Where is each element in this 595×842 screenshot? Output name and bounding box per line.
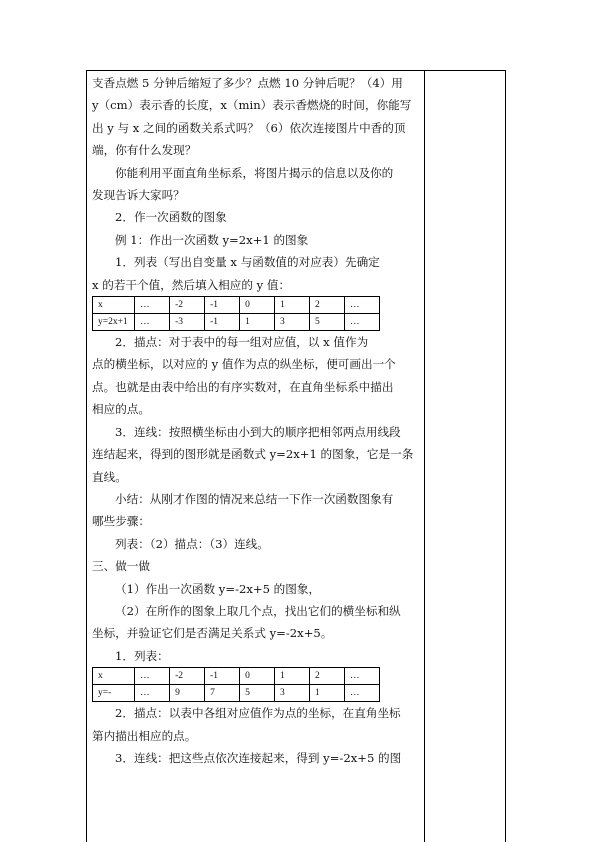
table-cell: 1 (275, 297, 310, 314)
table-cell: … (344, 668, 379, 685)
text-line: 坐标，并验证它们是否满足关系式 y=-2x+5。 (92, 626, 333, 641)
table-row (93, 297, 380, 314)
text-line: 1．列表（写出自变量 x 与函数值的对应表）先确定 (115, 255, 380, 270)
section-heading: 三、做一做 (92, 559, 150, 574)
text-line: 你能利用平面直角坐标系，将图片揭示的信息以及你的 (115, 165, 394, 180)
table-cell: 7 (205, 685, 240, 702)
table-cell: … (344, 685, 379, 702)
table-cell: … (135, 314, 170, 331)
table-cell: -1 (205, 297, 240, 314)
table-cell: -1 (205, 668, 240, 685)
text-line: 出 y 与 x 之间的函数关系式吗？（6）依次连接图片中香的顶 (92, 120, 406, 135)
table-cell: … (135, 668, 170, 685)
text-line: （2）在所作的图象上取几个点，找出它们的横坐标和纵 (115, 603, 401, 618)
text-line: 发现告诉大家吗？ (92, 188, 185, 203)
table-cell: 1 (310, 685, 345, 702)
text-line: 2．描点：对于表中的每一组对应值，以 x 值作为 (115, 335, 369, 350)
text-line: 1．列表： (115, 648, 169, 663)
table-cell: -3 (170, 314, 205, 331)
table-cell: x (93, 668, 135, 685)
value-table-2 (92, 667, 380, 702)
table-cell: 0 (240, 297, 275, 314)
text-line: 3．连线：把这些点依次连接起来，得到 y=-2x+5 的图 (115, 750, 402, 765)
text-line: 支香点燃 5 分钟后缩短了多少？点燃 10 分钟后呢？（4）用 (92, 76, 403, 90)
text-line: 2．描点：以表中各组对应值作为点的坐标，在直角坐标 (115, 706, 401, 721)
text-line: 列表：（2）描点：（3）连线。 (115, 536, 269, 551)
table-cell: … (135, 297, 170, 314)
text-line: 3．连线：按照横坐标由小到大的顺序把相邻两点用线段 (115, 424, 401, 439)
table-cell: -2 (170, 297, 205, 314)
table-cell: 3 (275, 685, 310, 702)
table-cell: 5 (310, 314, 345, 331)
table-cell: … (135, 685, 170, 702)
text-line: y（cm）表示香的长度，x（min）表示香燃烧的时间，你能写 (92, 98, 412, 113)
table-row (93, 668, 380, 685)
text-line: 端，你有什么发现？ (92, 143, 197, 158)
text-line: 相应的点。 (92, 402, 150, 417)
table-cell: y=2x+1 (93, 314, 135, 331)
table-row (93, 314, 380, 331)
text-line: x 的若干个值，然后填入相应的 y 值： (92, 277, 291, 292)
example-title: 例 1：作出一次函数 y=2x+1 的图象 (115, 232, 309, 247)
text-line: 连结起来，得到的图形就是函数式 y=2x+1 的图象，它是一条 (92, 447, 414, 462)
text-line: 点的横坐标，以对应的 y 值作为点的纵坐标，便可画出一个 (92, 357, 396, 372)
table-cell: 1 (275, 668, 310, 685)
table-cell: -2 (170, 668, 205, 685)
table-cell: y=- (93, 685, 135, 702)
table-cell: -1 (205, 314, 240, 331)
section-heading: 2．作一次函数的图象 (115, 210, 227, 225)
table-cell: 1 (240, 314, 275, 331)
text-line: 点。也就是由表中给出的有序实数对，在直角坐标系中描出 (92, 379, 394, 394)
table-cell: … (344, 314, 379, 331)
document-content (92, 72, 418, 769)
value-table-1 (92, 296, 380, 331)
text-line: 哪些步骤： (92, 514, 150, 529)
table-cell: 5 (240, 685, 275, 702)
table-cell: 0 (240, 668, 275, 685)
table-cell: … (344, 297, 379, 314)
table-cell-side (423, 70, 506, 842)
table-cell: 2 (310, 668, 345, 685)
table-cell: 2 (310, 297, 345, 314)
text-line: 小结：从刚才作图的情况来总结一下作一次函数图象有 (115, 491, 394, 506)
table-row (93, 685, 380, 702)
text-line: 直线。 (92, 469, 127, 484)
table-cell: 9 (170, 685, 205, 702)
text-line: （1）作出一次函数 y=-2x+5 的图象， (115, 581, 321, 596)
table-cell: x (93, 297, 135, 314)
table-cell: 3 (275, 314, 310, 331)
text-line: 第内描出相应的点。 (92, 728, 197, 743)
